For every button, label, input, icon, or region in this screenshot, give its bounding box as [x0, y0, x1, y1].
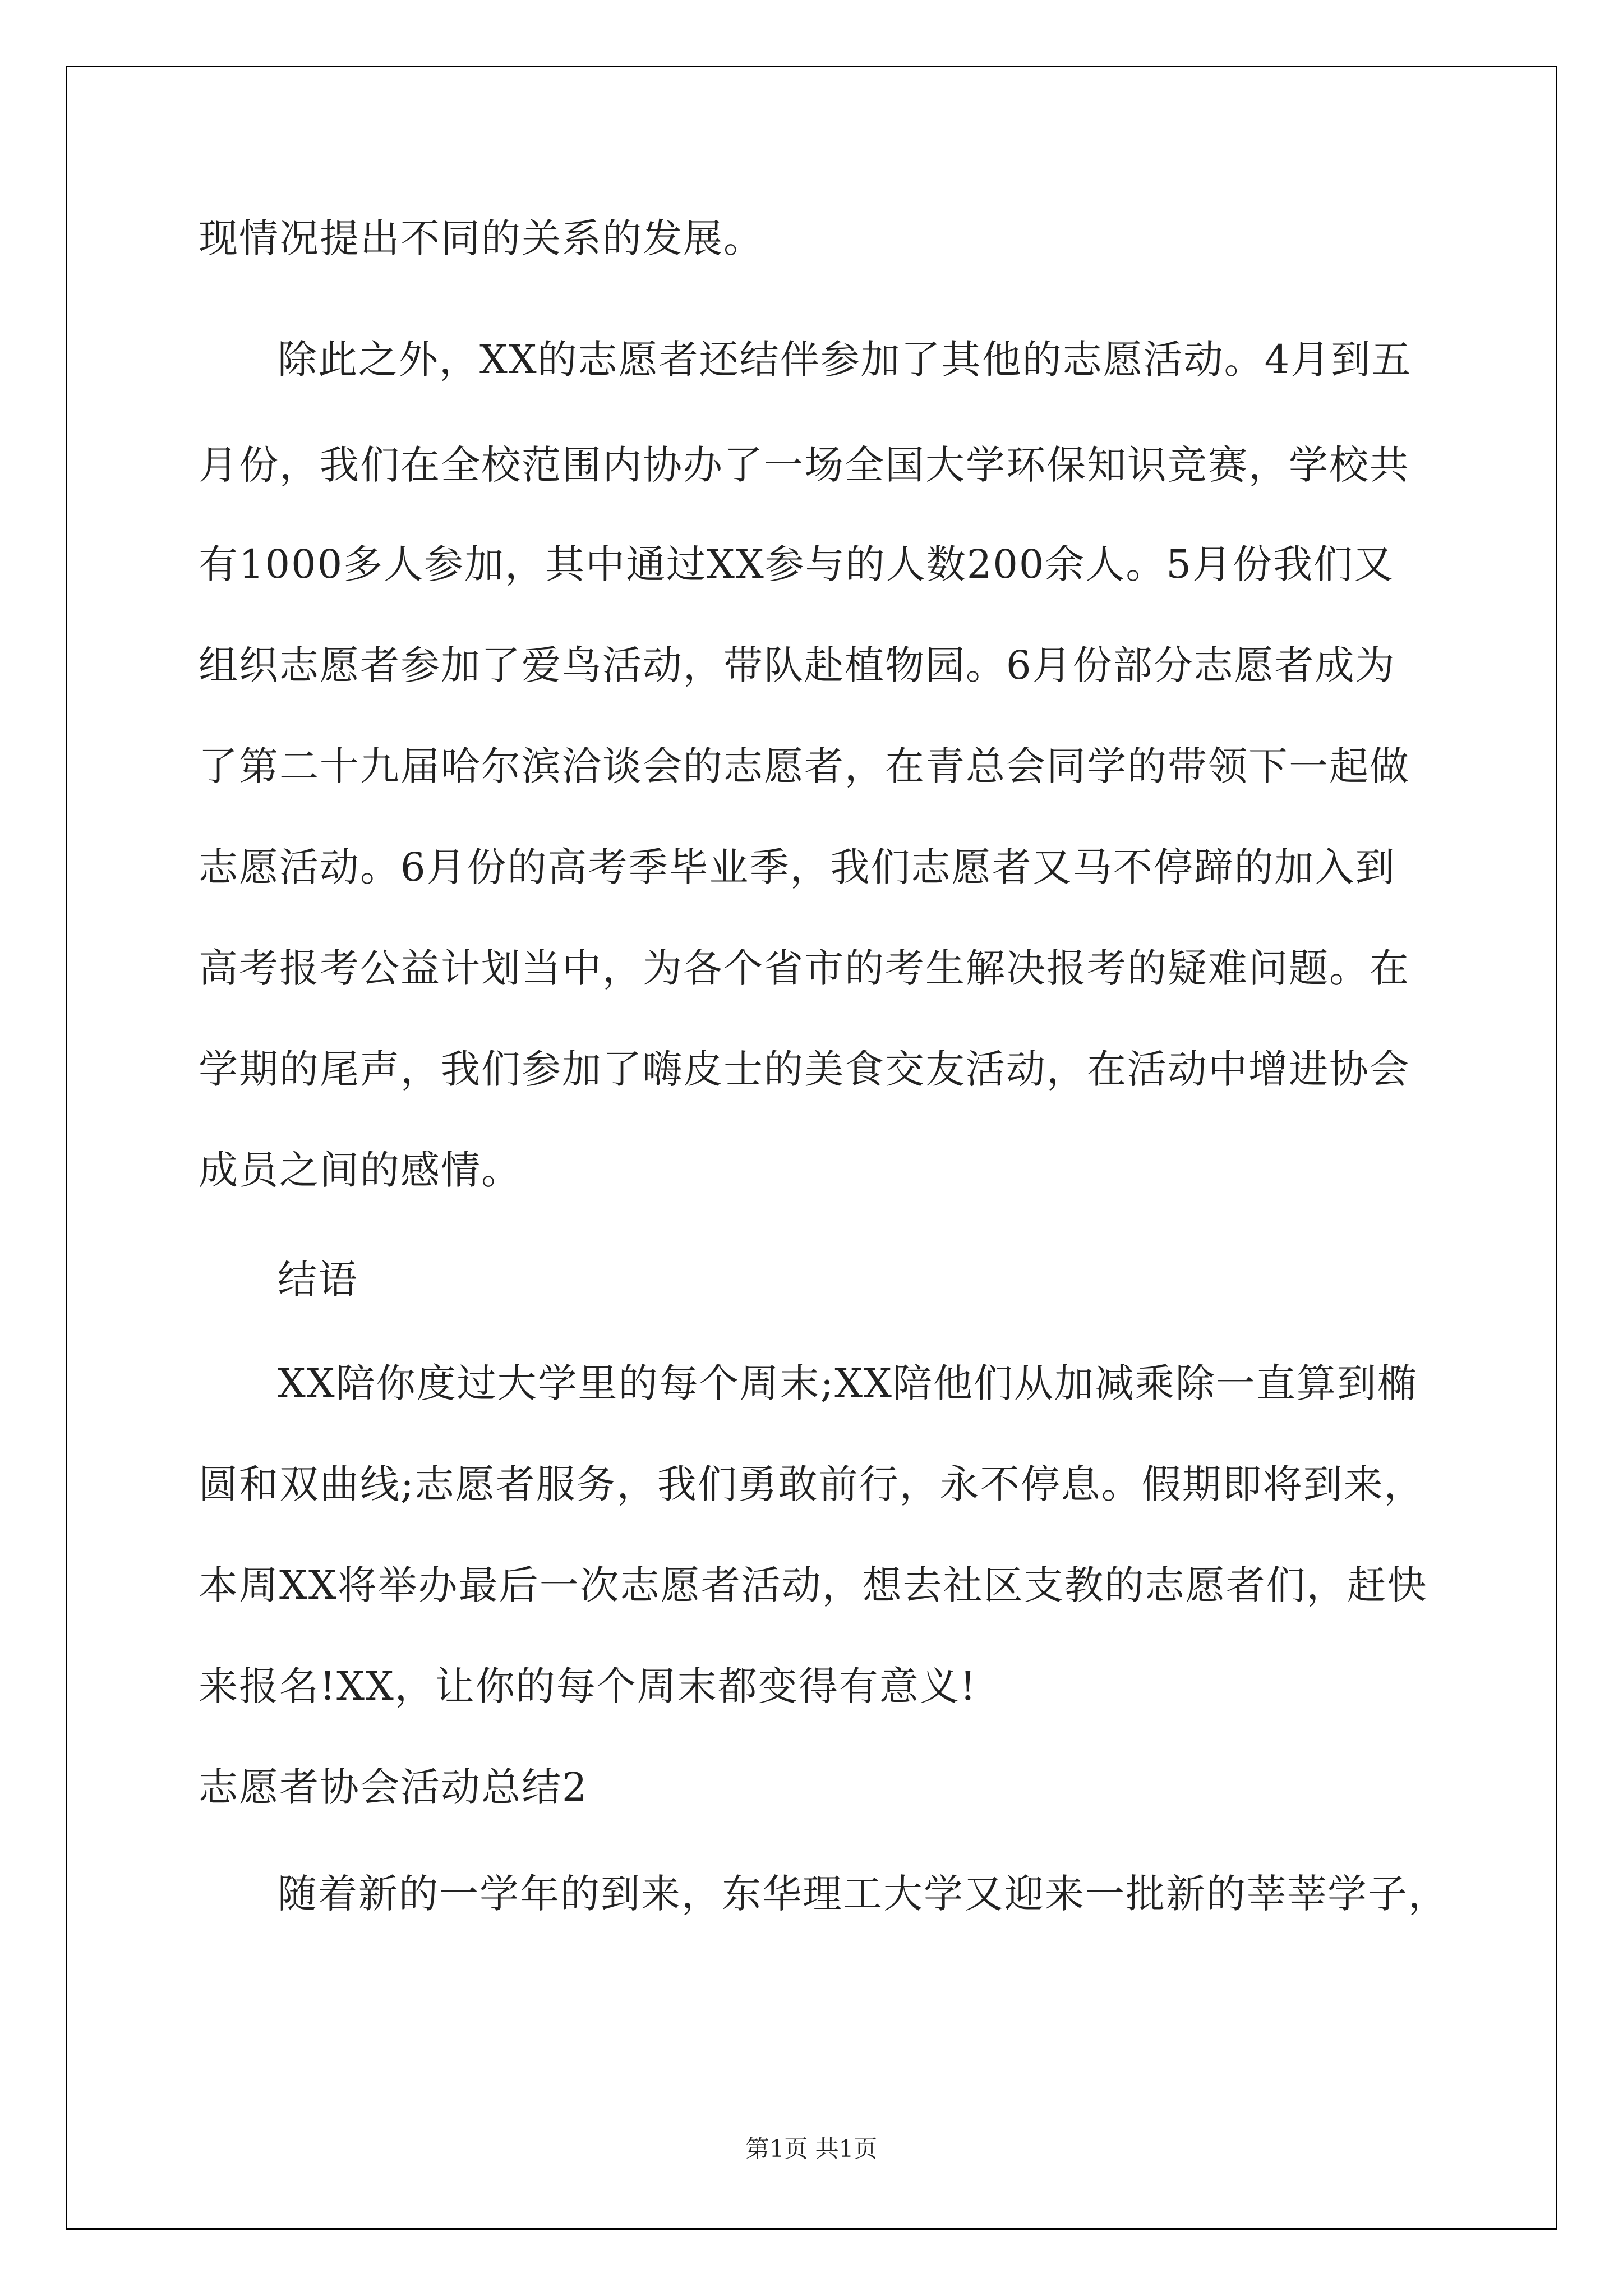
- paragraph-line: 有1000多人参加，其中通过XX参与的人数200余人。5月份我们又: [199, 541, 1394, 587]
- page-footer: 第1页 共1页: [745, 2135, 878, 2162]
- paragraph-line: XX陪你度过大学里的每个周末;XX陪他们从加减乘除一直算到椭: [278, 1360, 1418, 1406]
- paragraph-line: 本周XX将举办最后一次志愿者活动，想去社区支教的志愿者们，赶快: [199, 1562, 1428, 1608]
- document-title: 志愿者协会活动总结2: [199, 1764, 588, 1810]
- paragraph-line: 来报名!XX，让你的每个周末都变得有意义!: [199, 1663, 977, 1709]
- paragraph-line: 组织志愿者参加了爱鸟活动，带队赴植物园。6月份部分志愿者成为: [199, 642, 1396, 688]
- paragraph-line: 成员之间的感情。: [199, 1147, 522, 1193]
- section-heading: 结语: [278, 1257, 358, 1303]
- paragraph-line: 月份，我们在全校范围内协办了一场全国大学环保知识竞赛，学校共: [199, 442, 1410, 488]
- paragraph-line: 了第二十九届哈尔滨洽谈会的志愿者，在青总会同学的带领下一起做: [199, 743, 1410, 789]
- paragraph-line: 随着新的一学年的到来，东华理工大学又迎来一批新的莘莘学子，: [278, 1871, 1449, 1917]
- paragraph-line: 高考报考公益计划当中，为各个省市的考生解决报考的疑难问题。在: [199, 945, 1410, 991]
- paragraph-line: 现情况提出不同的关系的发展。: [199, 215, 764, 261]
- paragraph-line: 志愿活动。6月份的高考季毕业季，我们志愿者又马不停蹄的加入到: [199, 844, 1396, 890]
- paragraph-line: 圆和双曲线;志愿者服务，我们勇敢前行，永不停息。假期即将到来，: [199, 1461, 1424, 1507]
- paragraph-line: 除此之外，XX的志愿者还结伴参加了其他的志愿活动。4月到五: [278, 337, 1412, 383]
- paragraph-line: 学期的尾声，我们参加了嗨皮士的美食交友活动，在活动中增进协会: [199, 1046, 1410, 1092]
